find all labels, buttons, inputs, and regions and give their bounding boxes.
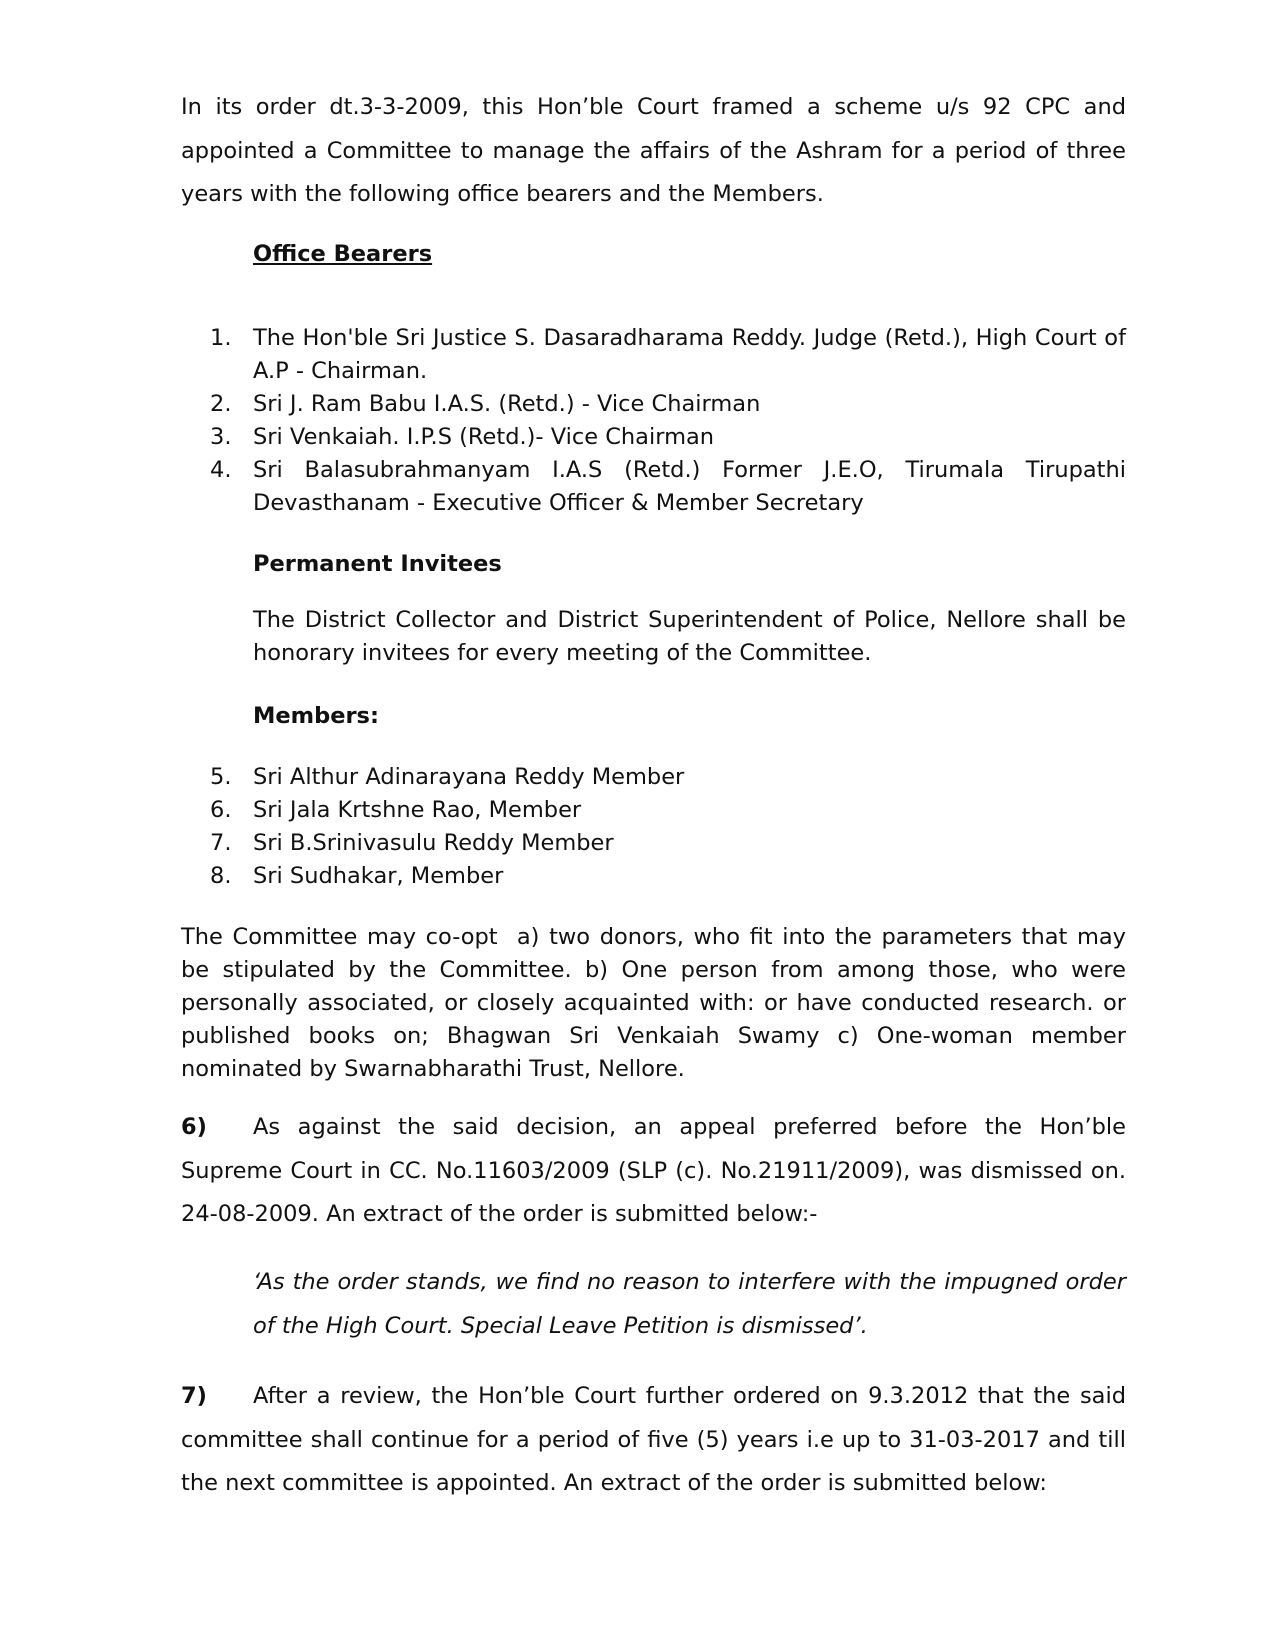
list-item — [210, 827, 1126, 860]
list-text: Sri B.Srinivasulu Reddy Member — [253, 830, 614, 856]
members-heading: Members: — [253, 703, 379, 729]
office-bearers-list — [210, 322, 1126, 520]
paragraph-number: 6) — [181, 1114, 207, 1140]
list-number: 2. — [210, 391, 232, 417]
list-number: 5. — [210, 764, 232, 790]
list-text: Sri Venkaiah. I.P.S (Retd.)- Vice Chairman — [253, 424, 715, 450]
list-item — [210, 421, 1126, 454]
paragraph-text: As against the said decision, an appeal preferred before the Hon’ble Supreme Court in CC. No.11603/2009 (SLP (c). No.21911/2009), was dismissed on. 24-08-2009. An extract of the order is submitted below:- — [181, 1114, 1126, 1227]
list-number: 8. — [210, 863, 232, 889]
list-number: 4. — [210, 457, 232, 483]
list-item — [210, 388, 1126, 421]
intro-paragraph: In its order dt.3-3-2009, this Hon’ble Court framed a scheme u/s 92 CPC and appointed a Committee to manage the affairs of the Ashram for a period of three years with the following office bearers and the Members. — [181, 94, 1126, 207]
list-number: 3. — [210, 424, 232, 450]
list-item — [210, 322, 1126, 388]
list-text: Sri J. Ram Babu I.A.S. (Retd.) - Vice Chairman — [253, 391, 761, 417]
list-text: The Hon'ble Sri Justice S. Dasaradharama Reddy. Judge (Retd.), High Court of A.P - Chairman. — [253, 325, 1126, 384]
paragraph-7 — [181, 1375, 1126, 1506]
quoted-order: ‘As the order stands, we find no reason to interfere with the impugned order of the High Court. Special Leave Petition is dismissed’. — [253, 1269, 1126, 1339]
permanent-invitees-heading: Permanent Invitees — [253, 551, 502, 577]
permanent-invitees-text: The District Collector and District Superintendent of Police, Nellore shall be honorary invitees for every meeting of the Committee. — [253, 607, 1126, 666]
paragraph-text: After a review, the Hon’ble Court further ordered on 9.3.2012 that the said committee shall continue for a period of five (5) years i.e up to 31-03-2017 and till the next committee is appointed. An extract of the order is submitted below: — [181, 1383, 1126, 1496]
paragraph-6 — [181, 1106, 1126, 1237]
list-number: 7. — [210, 830, 232, 856]
list-number: 6. — [210, 797, 232, 823]
list-text: Sri Jala Krtshne Rao, Member — [253, 797, 582, 823]
list-item — [210, 454, 1126, 520]
list-item — [210, 794, 1126, 827]
office-bearers-heading: Office Bearers — [253, 241, 433, 267]
list-number: 1. — [210, 325, 232, 351]
list-text: Sri Althur Adinarayana Reddy Member — [253, 764, 685, 790]
list-text: Sri Sudhakar, Member — [253, 863, 504, 889]
paragraph-number: 7) — [181, 1383, 207, 1409]
list-item — [210, 761, 1126, 794]
co-opt-paragraph: The Committee may co-opt a) two donors, who fit into the parameters that may be stipulated by the Committee. b) One person from among those, who were personally associated, or closely acquainted with: or have conducted research. or published books on; Bhagwan Sri Venkaiah Swamy c) One-woman member nominated by Swarnabharathi Trust, Nellore. — [181, 924, 1134, 1082]
members-list — [210, 761, 1126, 893]
list-item — [210, 860, 1126, 893]
list-text: Sri Balasubrahmanyam I.A.S (Retd.) Former J.E.O, Tirumala Tirupathi Devasthanam - Executive Officer & Member Secretary — [253, 457, 1126, 516]
